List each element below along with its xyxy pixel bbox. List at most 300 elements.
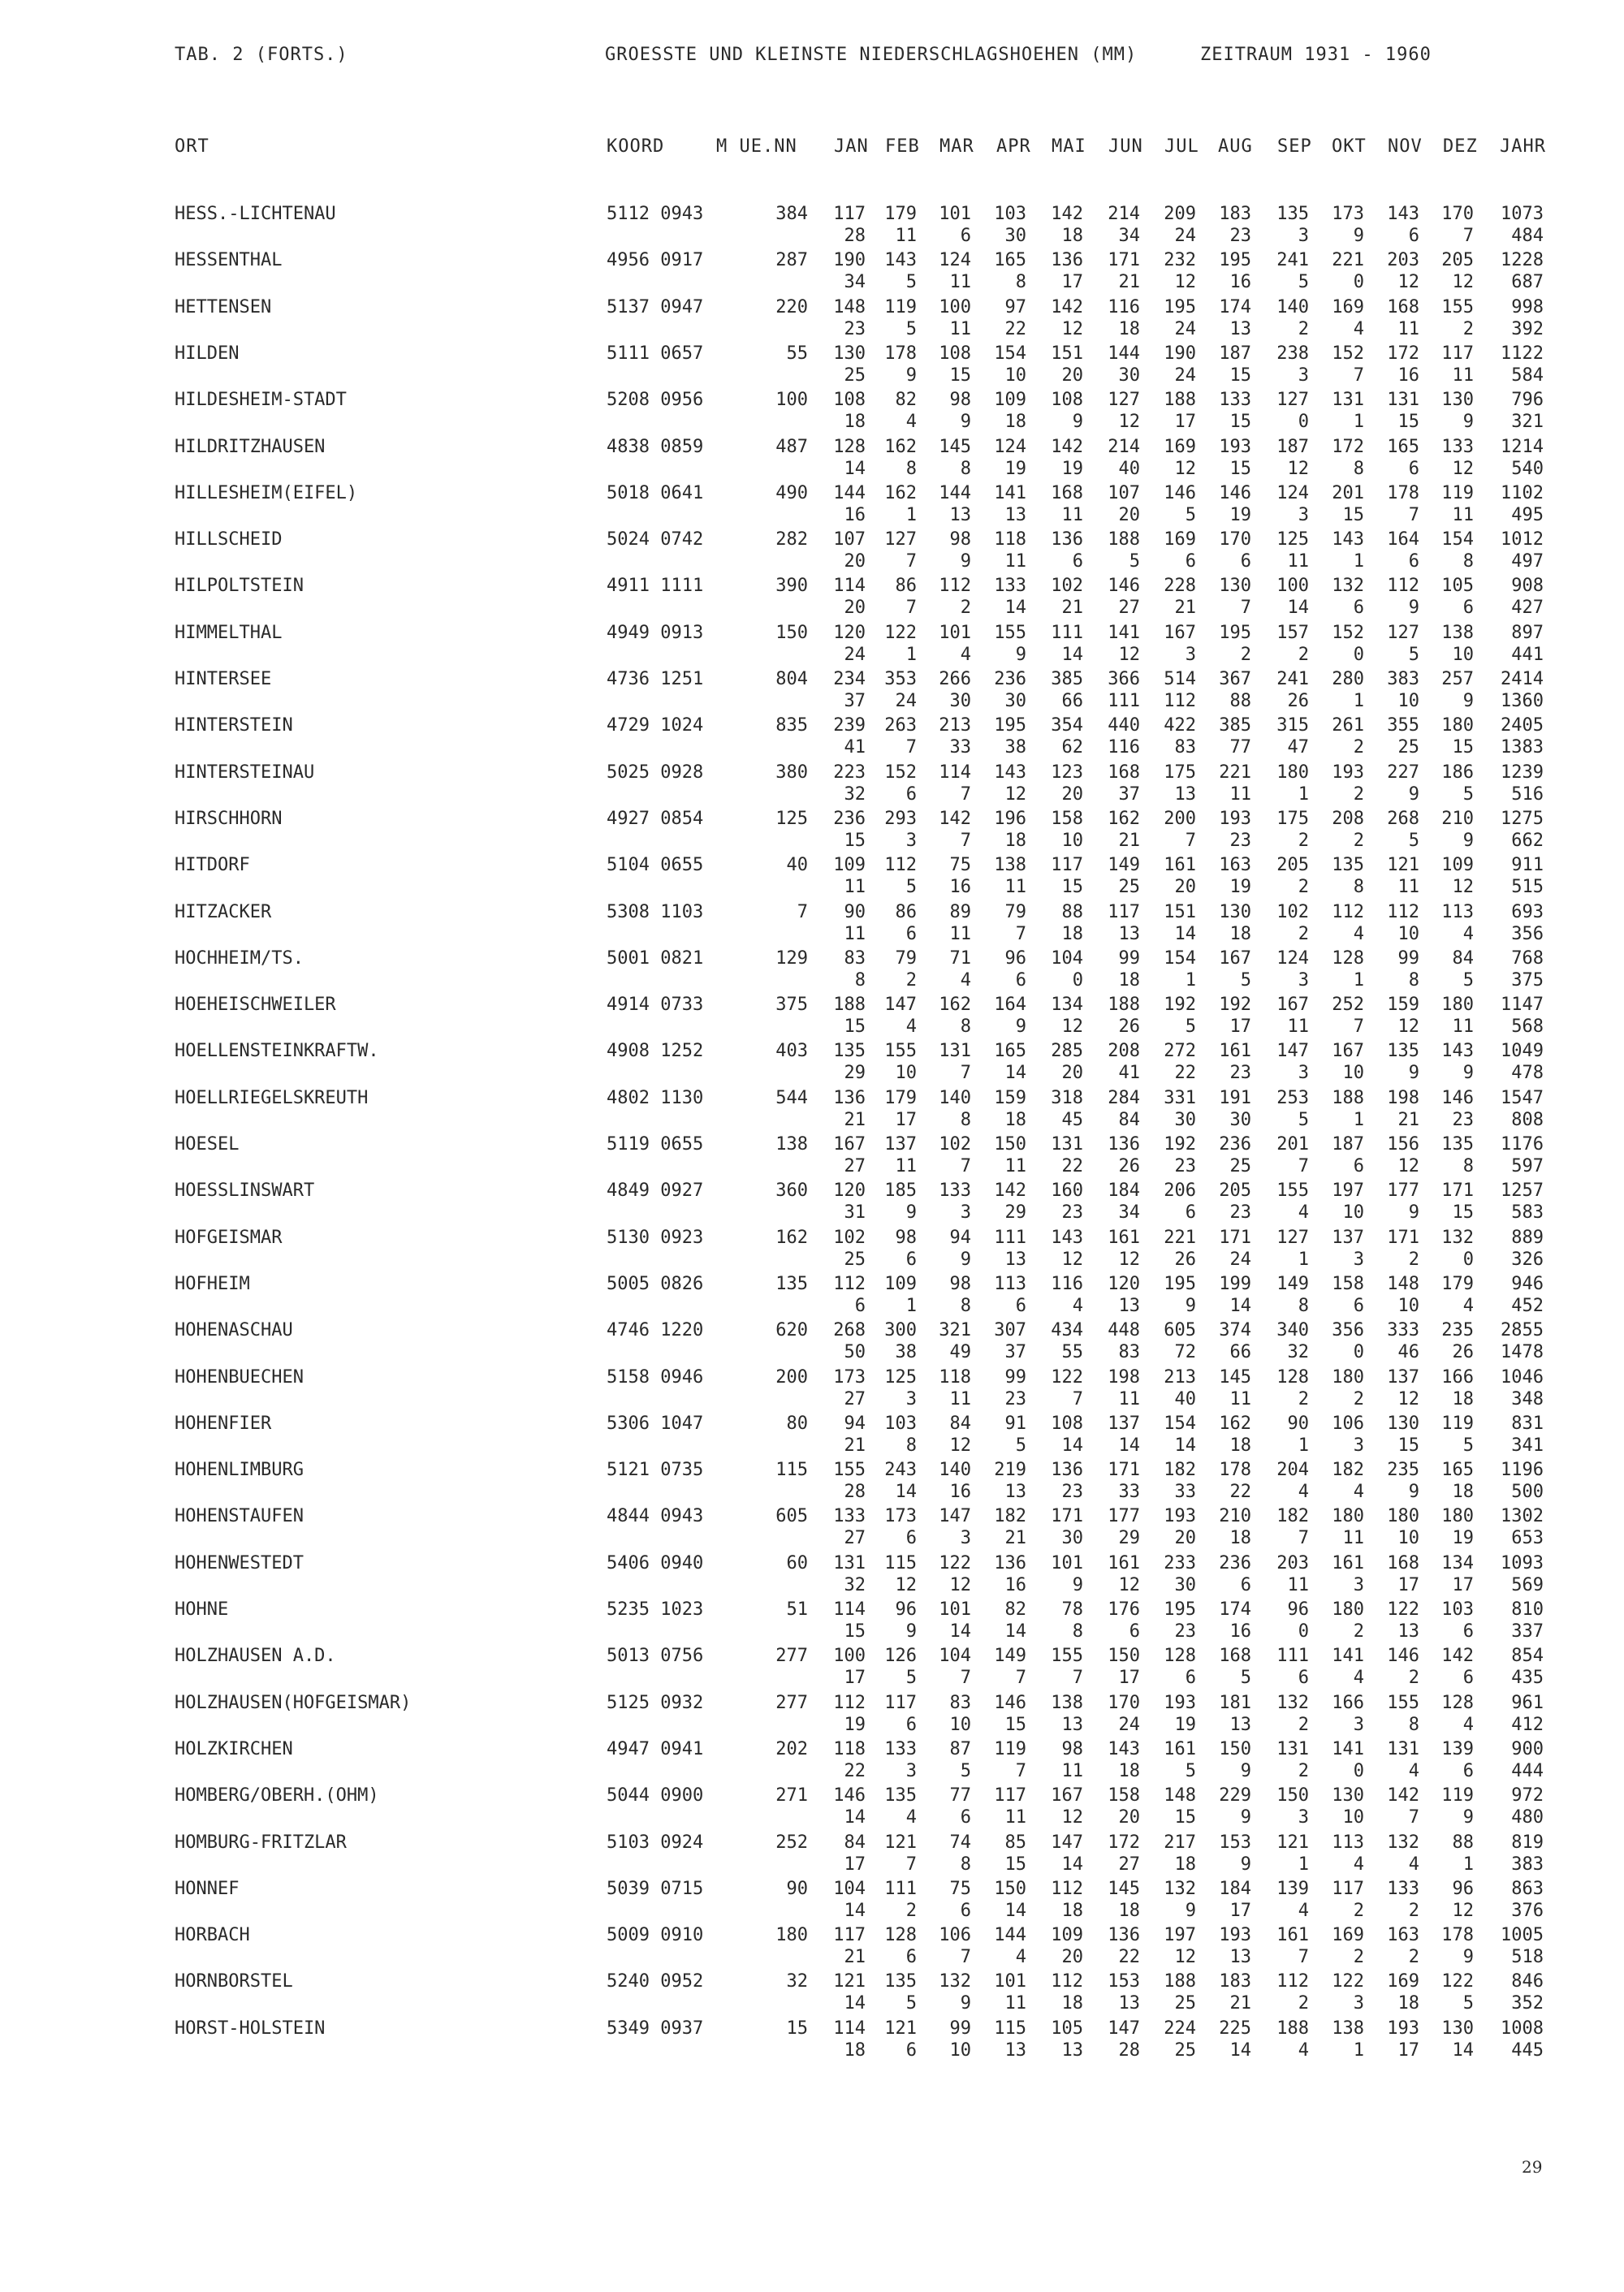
max-value: 268 — [1387, 808, 1419, 829]
max-value: 315 — [1276, 715, 1309, 736]
max-value: 119 — [994, 1738, 1026, 1759]
col-jun: JUN — [1108, 136, 1143, 157]
min-value: 11 — [895, 1156, 917, 1176]
min-value: 2 — [1298, 644, 1309, 665]
max-value: 122 — [1387, 1599, 1419, 1620]
max-value: 340 — [1276, 1320, 1309, 1341]
max-value: 146 — [1108, 576, 1140, 597]
max-value: 141 — [1108, 622, 1140, 643]
max-value: 161 — [1219, 1041, 1251, 1062]
min-value: 14 — [1004, 598, 1026, 619]
min-value: 8 — [1298, 1295, 1309, 1316]
min-value: 12 — [1174, 272, 1196, 293]
max-value: 112 — [939, 576, 971, 597]
min-value: 1478 — [1501, 1342, 1544, 1363]
max-value: 161 — [1108, 1552, 1140, 1573]
max-value: 130 — [833, 343, 866, 364]
col-aug: AUG — [1218, 136, 1253, 157]
max-value: 101 — [1051, 1552, 1083, 1573]
max-value: 143 — [1332, 529, 1364, 550]
max-value: 227 — [1387, 762, 1419, 783]
max-value: 127 — [884, 529, 917, 550]
min-value: 9 — [905, 365, 917, 386]
max-value: 209 — [1164, 204, 1196, 224]
max-value: 170 — [1108, 1692, 1140, 1713]
min-value: 427 — [1511, 598, 1544, 619]
max-value: 434 — [1051, 1320, 1083, 1341]
station-elevation: 620 — [775, 1320, 808, 1341]
max-value: 122 — [884, 622, 917, 643]
min-value: 9 — [1462, 691, 1474, 711]
table-row — [0, 1087, 1624, 1134]
station-coordinates: 5103 0924 — [607, 1832, 704, 1853]
min-value: 41 — [1118, 1063, 1140, 1084]
max-value: 183 — [1219, 204, 1251, 224]
min-value: 12 — [1397, 1156, 1419, 1176]
station-coordinates: 4908 1252 — [607, 1041, 704, 1062]
table-row — [0, 1878, 1624, 1925]
max-value: 210 — [1441, 808, 1474, 829]
min-value: 25 — [844, 365, 866, 386]
min-value: 24 — [1229, 1249, 1251, 1270]
max-value: 154 — [1441, 529, 1474, 550]
max-value: 168 — [1387, 1552, 1419, 1573]
table-row — [0, 1505, 1624, 1552]
max-value: 193 — [1332, 762, 1364, 783]
min-value: 24 — [1174, 226, 1196, 246]
table-row — [0, 947, 1624, 995]
max-value: 1093 — [1501, 1552, 1544, 1573]
max-value: 112 — [1276, 1971, 1309, 1992]
max-value: 159 — [1387, 995, 1419, 1016]
min-value: 2 — [1353, 830, 1364, 851]
max-value: 146 — [1441, 1087, 1474, 1108]
min-value: 18 — [1061, 923, 1083, 944]
max-value: 1302 — [1501, 1506, 1544, 1527]
max-value: 213 — [939, 715, 971, 736]
min-value: 2 — [1353, 1388, 1364, 1409]
min-value: 8 — [1353, 877, 1364, 898]
min-value: 7 — [1408, 1807, 1419, 1828]
table-row — [0, 296, 1624, 343]
max-value: 94 — [949, 1227, 971, 1248]
max-value: 91 — [1004, 1413, 1026, 1434]
max-value: 149 — [1276, 1273, 1309, 1294]
max-value: 155 — [833, 1460, 866, 1481]
min-value: 11 — [1452, 504, 1474, 525]
min-value: 24 — [1174, 318, 1196, 339]
station-name: HOMBURG-FRITZLAR — [175, 1832, 347, 1853]
max-value: 236 — [1219, 1134, 1251, 1155]
min-value: 4 — [1298, 2039, 1309, 2061]
max-value: 514 — [1164, 669, 1196, 689]
max-value: 130 — [1387, 1413, 1419, 1434]
max-value: 165 — [1387, 436, 1419, 457]
min-value: 18 — [1229, 1435, 1251, 1456]
max-value: 158 — [1108, 1785, 1140, 1806]
max-value: 102 — [939, 1134, 971, 1155]
min-value: 9 — [1462, 1063, 1474, 1084]
max-value: 132 — [939, 1971, 971, 1992]
station-name: HITZACKER — [175, 901, 272, 922]
max-value: 117 — [1332, 1878, 1364, 1899]
min-value: 6 — [960, 1807, 971, 1828]
max-value: 168 — [1108, 762, 1140, 783]
max-value: 139 — [1441, 1738, 1474, 1759]
max-value: 179 — [884, 204, 917, 224]
max-value: 284 — [1108, 1087, 1140, 1108]
max-value: 100 — [939, 296, 971, 317]
table-row — [0, 1366, 1624, 1414]
max-value: 192 — [1164, 1134, 1196, 1155]
min-value: 352 — [1511, 1993, 1544, 2014]
station-name: HOELLENSTEINKRAFTW. — [175, 1041, 379, 1062]
max-value: 162 — [884, 436, 917, 457]
min-value: 19 — [1452, 1528, 1474, 1549]
min-value: 6 — [905, 1714, 917, 1735]
min-value: 15 — [1004, 1714, 1026, 1735]
min-value: 1 — [1353, 691, 1364, 711]
max-value: 321 — [939, 1320, 971, 1341]
max-value: 112 — [1051, 1971, 1083, 1992]
max-value: 147 — [1276, 1041, 1309, 1062]
max-value: 124 — [1276, 947, 1309, 969]
max-value: 440 — [1108, 715, 1140, 736]
min-value: 6 — [905, 783, 917, 805]
min-value: 5 — [1185, 1017, 1196, 1038]
min-value: 24 — [895, 691, 917, 711]
max-value: 161 — [1164, 1738, 1196, 1759]
table-row — [0, 2018, 1624, 2065]
max-value: 132 — [1164, 1878, 1196, 1899]
max-value: 229 — [1219, 1785, 1251, 1806]
max-value: 1005 — [1501, 1925, 1544, 1946]
min-value: 3 — [1298, 365, 1309, 386]
min-value: 21 — [844, 1435, 866, 1456]
station-elevation: 51 — [786, 1599, 808, 1620]
max-value: 356 — [1332, 1320, 1364, 1341]
min-value: 19 — [1061, 458, 1083, 479]
max-value: 221 — [1219, 762, 1251, 783]
max-value: 187 — [1276, 436, 1309, 457]
min-value: 15 — [1229, 412, 1251, 433]
max-value: 367 — [1219, 669, 1251, 689]
station-elevation: 252 — [775, 1832, 808, 1853]
min-value: 20 — [1174, 1528, 1196, 1549]
station-coordinates: 4844 0943 — [607, 1506, 704, 1527]
max-value: 133 — [1219, 390, 1251, 411]
min-value: 3 — [1298, 226, 1309, 246]
min-value: 2 — [1298, 1993, 1309, 2014]
max-value: 148 — [833, 296, 866, 317]
max-value: 170 — [1441, 204, 1474, 224]
station-name: HOHENBUECHEN — [175, 1366, 304, 1388]
table-row — [0, 203, 1624, 250]
col-mai: MAI — [1052, 136, 1086, 157]
min-value: 17 — [1397, 1574, 1419, 1595]
min-value: 31 — [844, 1202, 866, 1224]
max-value: 143 — [1051, 1227, 1083, 1248]
col-apr: APR — [996, 136, 1031, 157]
max-value: 198 — [1387, 1087, 1419, 1108]
max-value: 385 — [1219, 715, 1251, 736]
max-value: 102 — [1051, 576, 1083, 597]
max-value: 163 — [1387, 1925, 1419, 1946]
max-value: 130 — [1219, 901, 1251, 922]
table-title: GROESSTE UND KLEINSTE NIEDERSCHLAGSHOEHEN (MM) — [605, 45, 1138, 65]
max-value: 103 — [994, 204, 1026, 224]
min-value: 16 — [1397, 365, 1419, 386]
max-value: 190 — [833, 250, 866, 271]
station-coordinates: 5119 0655 — [607, 1134, 704, 1155]
max-value: 155 — [994, 622, 1026, 643]
station-name: HINTERSTEIN — [175, 715, 293, 736]
max-value: 331 — [1164, 1087, 1196, 1108]
max-value: 161 — [1276, 1925, 1309, 1946]
min-value: 34 — [1118, 226, 1140, 246]
min-value: 8 — [960, 458, 971, 479]
min-value: 9 — [1462, 1807, 1474, 1828]
max-value: 109 — [884, 1273, 917, 1294]
min-value: 20 — [844, 551, 866, 572]
max-value: 253 — [1276, 1087, 1309, 1108]
min-value: 12 — [1118, 1249, 1140, 1270]
max-value: 124 — [994, 436, 1026, 457]
min-value: 5 — [1240, 969, 1251, 991]
min-value: 13 — [1229, 1714, 1251, 1735]
station-elevation: 605 — [775, 1506, 808, 1527]
min-value: 11 — [1397, 877, 1419, 898]
min-value: 34 — [1118, 1202, 1140, 1224]
max-value: 105 — [1051, 2018, 1083, 2039]
max-value: 148 — [1164, 1785, 1196, 1806]
max-value: 605 — [1164, 1320, 1196, 1341]
max-value: 122 — [1441, 1971, 1474, 1992]
min-value: 30 — [1061, 1528, 1083, 1549]
station-coordinates: 5349 0937 — [607, 2018, 704, 2039]
max-value: 98 — [949, 529, 971, 550]
min-value: 341 — [1511, 1435, 1544, 1456]
min-value: 55 — [1061, 1342, 1083, 1363]
min-value: 38 — [1004, 737, 1026, 758]
min-value: 5 — [1462, 783, 1474, 805]
min-value: 12 — [1397, 1388, 1419, 1409]
min-value: 2 — [1298, 1714, 1309, 1735]
min-value: 14 — [1174, 1435, 1196, 1456]
min-value: 5 — [905, 318, 917, 339]
min-value: 21 — [1118, 272, 1140, 293]
station-elevation: 835 — [775, 715, 808, 736]
min-value: 20 — [1061, 365, 1083, 386]
min-value: 13 — [1118, 923, 1140, 944]
min-value: 2 — [1298, 1760, 1309, 1781]
max-value: 177 — [1108, 1506, 1140, 1527]
max-value: 99 — [1004, 1366, 1026, 1388]
min-value: 12 — [1287, 458, 1309, 479]
min-value: 3 — [960, 1202, 971, 1224]
max-value: 166 — [1441, 1366, 1474, 1388]
min-value: 17 — [1061, 272, 1083, 293]
max-value: 1176 — [1501, 1134, 1544, 1155]
table-row — [0, 668, 1624, 715]
min-value: 6 — [1408, 551, 1419, 572]
max-value: 195 — [1219, 622, 1251, 643]
min-value: 20 — [1061, 1063, 1083, 1084]
max-value: 190 — [1164, 343, 1196, 364]
station-elevation: 287 — [775, 250, 808, 271]
min-value: 23 — [1229, 1063, 1251, 1084]
min-value: 356 — [1511, 923, 1544, 944]
min-value: 11 — [1287, 551, 1309, 572]
min-value: 14 — [1229, 1295, 1251, 1316]
min-value: 13 — [1174, 783, 1196, 805]
max-value: 71 — [949, 947, 971, 969]
station-elevation: 271 — [775, 1785, 808, 1806]
max-value: 137 — [1332, 1227, 1364, 1248]
max-value: 180 — [1276, 762, 1309, 783]
table-row — [0, 1273, 1624, 1320]
min-value: 4 — [960, 644, 971, 665]
max-value: 121 — [1387, 855, 1419, 876]
min-value: 33 — [1118, 1482, 1140, 1503]
max-value: 117 — [833, 1925, 866, 1946]
station-name: HOHENFIER — [175, 1413, 272, 1434]
table-row — [0, 854, 1624, 901]
max-value: 119 — [884, 296, 917, 317]
max-value: 160 — [1051, 1181, 1083, 1202]
max-value: 141 — [1332, 1646, 1364, 1667]
table-row — [0, 1040, 1624, 1087]
min-value: 5 — [1240, 1668, 1251, 1689]
min-value: 1 — [1462, 1854, 1474, 1875]
max-value: 146 — [1164, 482, 1196, 503]
max-value: 257 — [1441, 669, 1474, 689]
min-value: 27 — [844, 1388, 866, 1409]
min-value: 14 — [1174, 923, 1196, 944]
min-value: 12 — [1004, 783, 1026, 805]
max-value: 98 — [949, 1273, 971, 1294]
min-value: 15 — [1004, 1854, 1026, 1875]
max-value: 167 — [833, 1134, 866, 1155]
min-value: 30 — [949, 691, 971, 711]
min-value: 25 — [844, 1249, 866, 1270]
max-value: 97 — [1004, 296, 1026, 317]
min-value: 9 — [1353, 226, 1364, 246]
max-value: 169 — [1164, 529, 1196, 550]
station-coordinates: 4956 0917 — [607, 250, 704, 271]
station-elevation: 138 — [775, 1134, 808, 1155]
min-value: 18 — [1118, 1900, 1140, 1921]
station-coordinates: 4927 0854 — [607, 808, 704, 829]
page-number: 29 — [1522, 2157, 1543, 2177]
station-elevation: 129 — [775, 947, 808, 969]
min-value: 4 — [905, 412, 917, 433]
min-value: 583 — [1511, 1202, 1544, 1224]
station-coordinates: 4729 1024 — [607, 715, 704, 736]
min-value: 1360 — [1501, 691, 1544, 711]
max-value: 236 — [994, 669, 1026, 689]
max-value: 147 — [939, 1506, 971, 1527]
max-value: 180 — [1332, 1599, 1364, 1620]
min-value: 19 — [1004, 458, 1026, 479]
max-value: 96 — [1452, 1878, 1474, 1899]
max-value: 263 — [884, 715, 917, 736]
max-value: 374 — [1219, 1320, 1251, 1341]
min-value: 2 — [1353, 1621, 1364, 1642]
max-value: 972 — [1511, 1785, 1544, 1806]
min-value: 10 — [1452, 644, 1474, 665]
table-row — [0, 994, 1624, 1041]
table-row — [0, 389, 1624, 436]
station-coordinates: 5013 0756 — [607, 1646, 704, 1667]
min-value: 0 — [1462, 1249, 1474, 1270]
min-value: 18 — [1118, 969, 1140, 991]
min-value: 27 — [844, 1528, 866, 1549]
station-elevation: 544 — [775, 1087, 808, 1108]
min-value: 326 — [1511, 1249, 1544, 1270]
min-value: 441 — [1511, 644, 1544, 665]
max-value: 101 — [939, 622, 971, 643]
max-value: 261 — [1332, 715, 1364, 736]
min-value: 808 — [1511, 1109, 1544, 1130]
max-value: 171 — [1108, 1460, 1140, 1481]
max-value: 113 — [1441, 901, 1474, 922]
max-value: 82 — [895, 390, 917, 411]
min-value: 1 — [1298, 1435, 1309, 1456]
min-value: 5 — [1185, 1760, 1196, 1781]
min-value: 10 — [1397, 691, 1419, 711]
max-value: 155 — [1387, 1692, 1419, 1713]
table-row — [0, 1692, 1624, 1739]
max-value: 911 — [1511, 855, 1544, 876]
max-value: 238 — [1276, 343, 1309, 364]
min-value: 14 — [1004, 1900, 1026, 1921]
max-value: 171 — [1219, 1227, 1251, 1248]
max-value: 831 — [1511, 1413, 1544, 1434]
col-jan: JAN — [834, 136, 869, 157]
min-value: 18 — [1118, 1760, 1140, 1781]
min-value: 3 — [905, 1388, 917, 1409]
max-value: 118 — [994, 529, 1026, 550]
max-value: 158 — [1332, 1273, 1364, 1294]
min-value: 7 — [1015, 1668, 1026, 1689]
station-coordinates: 5240 0952 — [607, 1971, 704, 1992]
min-value: 11 — [1397, 318, 1419, 339]
table-row — [0, 249, 1624, 296]
min-value: 21 — [1174, 598, 1196, 619]
max-value: 1046 — [1501, 1366, 1544, 1388]
min-value: 376 — [1511, 1900, 1544, 1921]
max-value: 196 — [994, 808, 1026, 829]
max-value: 150 — [994, 1878, 1026, 1899]
max-value: 150 — [1276, 1785, 1309, 1806]
station-elevation: 7 — [797, 901, 808, 922]
col-nov: NOV — [1388, 136, 1423, 157]
min-value: 14 — [844, 1807, 866, 1828]
min-value: 22 — [1174, 1063, 1196, 1084]
min-value: 25 — [1118, 877, 1140, 898]
min-value: 6 — [905, 1528, 917, 1549]
max-value: 195 — [1164, 1273, 1196, 1294]
min-value: 1 — [1353, 969, 1364, 991]
min-value: 21 — [1004, 1528, 1026, 1549]
min-value: 24 — [1118, 1714, 1140, 1735]
max-value: 135 — [1387, 1041, 1419, 1062]
station-coordinates: 4949 0913 — [607, 622, 704, 643]
min-value: 9 — [1408, 783, 1419, 805]
max-value: 141 — [1332, 1738, 1364, 1759]
min-value: 9 — [1462, 1947, 1474, 1968]
